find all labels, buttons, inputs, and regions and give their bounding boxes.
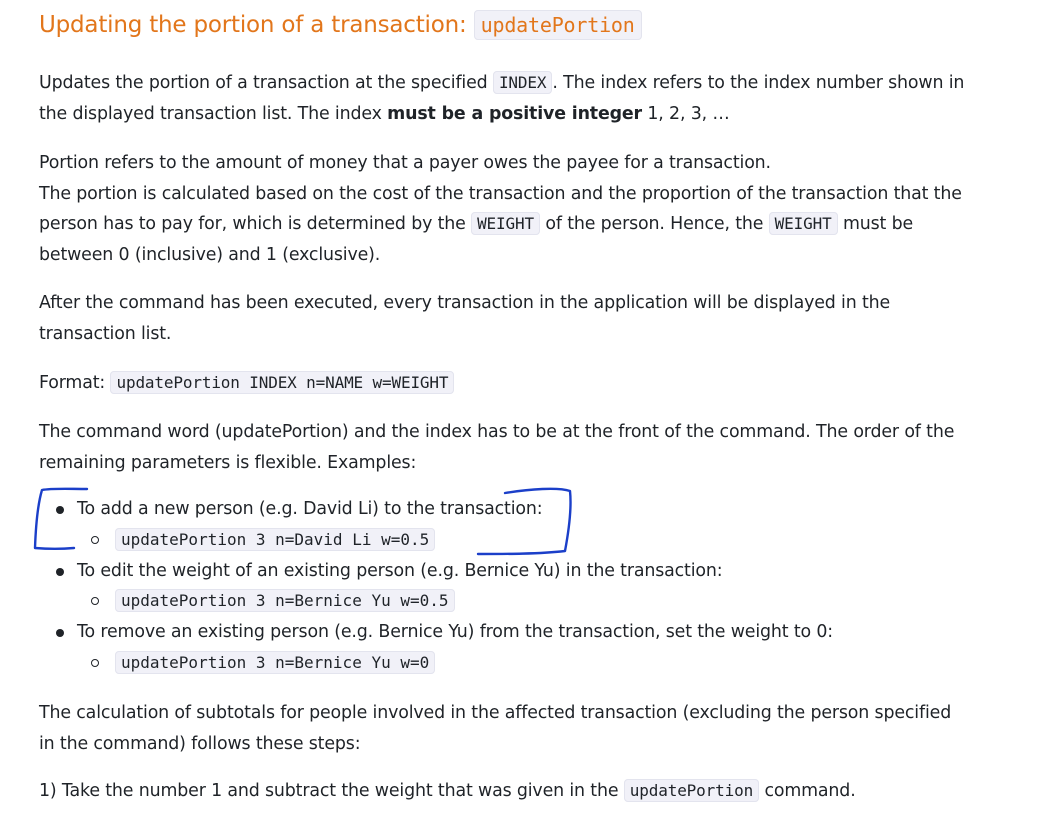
format-paragraph bbox=[39, 368, 969, 399]
format-code: updatePortion INDEX n=NAME w=WEIGHT bbox=[110, 371, 454, 394]
intro-text-1: Updates the portion of a transaction at the specified bbox=[39, 73, 493, 93]
portion-line-1: Portion refers to the amount of money that a payer owes the payee for a transaction. bbox=[39, 153, 771, 173]
example-sub-item bbox=[39, 525, 939, 556]
heading-code: updatePortion bbox=[474, 10, 642, 40]
command-text: The command word (updatePortion) and the index has to be at the front of the command. The order of the remaining parameters is flexible. Examples: bbox=[39, 422, 955, 473]
example-item bbox=[39, 556, 939, 618]
code-weight-2: WEIGHT bbox=[769, 212, 838, 235]
bullet-disc-icon bbox=[56, 506, 64, 514]
subtotal-text: The calculation of subtotals for people involved in the affected transaction (excluding the person specified in the command) follows these steps: bbox=[39, 703, 952, 754]
step1-code: updatePortion bbox=[624, 779, 759, 802]
bullet-circle-icon bbox=[91, 536, 99, 544]
portion-text-2: of the person. Hence, the bbox=[539, 214, 769, 234]
bullet-disc-icon bbox=[56, 568, 64, 576]
code-index: INDEX bbox=[493, 71, 552, 94]
section-heading bbox=[39, 12, 642, 38]
after-paragraph bbox=[39, 288, 969, 349]
example-text: To remove an existing person (e.g. Bernice Yu) from the transaction, set the weight to 0: bbox=[77, 622, 834, 642]
intro-bold: must be a positive integer bbox=[387, 103, 642, 124]
bullet-disc-icon bbox=[56, 629, 64, 637]
example-item bbox=[39, 617, 939, 679]
example-sub-item bbox=[39, 586, 939, 617]
code-weight-1: WEIGHT bbox=[471, 212, 540, 235]
portion-text-1: The portion is calculated based on the cost of the transaction and the proportion of the transaction that the person has to pay for, which is determined by the bbox=[39, 183, 962, 234]
portion-paragraph bbox=[39, 148, 969, 270]
example-code: updatePortion 3 n=Bernice Yu w=0.5 bbox=[115, 589, 455, 612]
examples-list bbox=[39, 494, 939, 679]
bullet-circle-icon bbox=[91, 597, 99, 605]
example-code: updatePortion 3 n=Bernice Yu w=0 bbox=[115, 651, 435, 674]
command-paragraph bbox=[39, 417, 969, 478]
intro-paragraph bbox=[39, 68, 969, 129]
step-1-paragraph bbox=[39, 776, 969, 807]
intro-text-2: . The index refers to the index number shown in the displayed transaction list. The index bbox=[39, 73, 965, 124]
after-text: After the command has been executed, every transaction in the application will be displayed in the transaction list. bbox=[39, 293, 891, 344]
example-text: To add a new person (e.g. David Li) to the transaction: bbox=[77, 499, 543, 519]
bullet-circle-icon bbox=[91, 659, 99, 667]
step1-text-2: command. bbox=[759, 781, 856, 801]
example-text: To edit the weight of an existing person (e.g. Bernice Yu) in the transaction: bbox=[77, 560, 723, 581]
example-item bbox=[39, 494, 939, 556]
heading-text: Updating the portion of a transaction: bbox=[39, 12, 474, 38]
step1-text-1: 1) Take the number 1 and subtract the weight that was given in the bbox=[39, 781, 624, 801]
example-sub-item bbox=[39, 648, 939, 679]
subtotal-paragraph bbox=[39, 698, 969, 759]
portion-text-3: must be between 0 (inclusive) and 1 (exclusive). bbox=[39, 214, 914, 265]
format-label: Format: bbox=[39, 373, 111, 393]
example-code: updatePortion 3 n=David Li w=0.5 bbox=[115, 528, 435, 551]
intro-text-3: 1, 2, 3, … bbox=[642, 103, 730, 124]
